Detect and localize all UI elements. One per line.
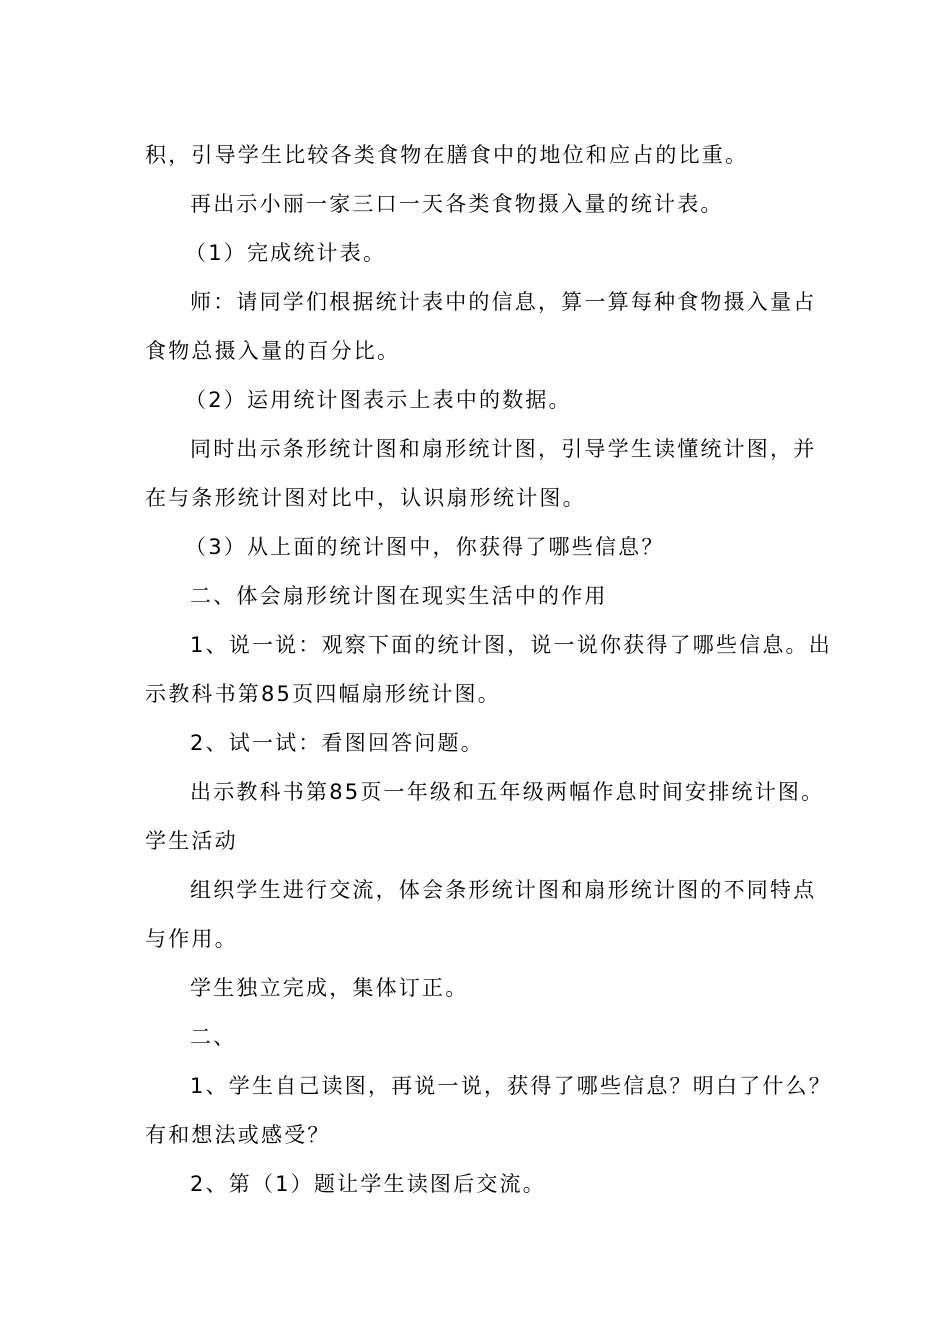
text-line: （3）从上面的统计图中，你获得了哪些信息？ [185,535,665,559]
text-line: 积，引导学生比较各类食物在膳食中的地位和应占的比重。 [145,143,749,167]
document-body [145,131,832,1209]
text-line: 出示教科书第85页一年级和五年级两幅作息时间安排统计图。 [190,780,825,804]
text-line: （2）运用统计图表示上表中的数据。 [185,388,572,412]
text-line: 与作用。 [145,927,238,951]
text-line: 示教科书第85页四幅扇形统计图。 [145,682,501,706]
text-line: 食物总摄入量的百分比。 [145,339,401,363]
text-line: 师：请同学们根据统计表中的信息，算一算每种食物摄入量占 [190,290,817,314]
section-heading: 二、 [190,1025,237,1049]
section-heading: 二、体会扇形统计图在现实生活中的作用 [190,584,608,608]
text-line: 1、学生自己读图，再说一说，获得了哪些信息？明白了什么？ [190,1074,832,1098]
text-line: 2、试一试：看图回答问题。 [190,731,484,755]
text-line: 学生独立完成，集体订正。 [190,976,469,1000]
text-line: 同时出示条形统计图和扇形统计图，引导学生读懂统计图，并 [190,437,817,461]
text-line: 再出示小丽一家三口一天各类食物摄入量的统计表。 [190,192,724,216]
text-line: 学生活动 [145,829,238,853]
text-line: 1、说一说：观察下面的统计图，说一说你获得了哪些信息。出 [190,633,832,657]
text-line: 组织学生进行交流，体会条形统计图和扇形统计图的不同特点 [190,878,817,902]
text-line: 有和想法或感受？ [145,1123,331,1147]
text-line: （1）完成统计表。 [185,241,387,265]
text-line: 2、第（1）题让学生读图后交流。 [190,1172,546,1196]
text-line: 在与条形统计图对比中，认识扇形统计图。 [145,486,586,510]
